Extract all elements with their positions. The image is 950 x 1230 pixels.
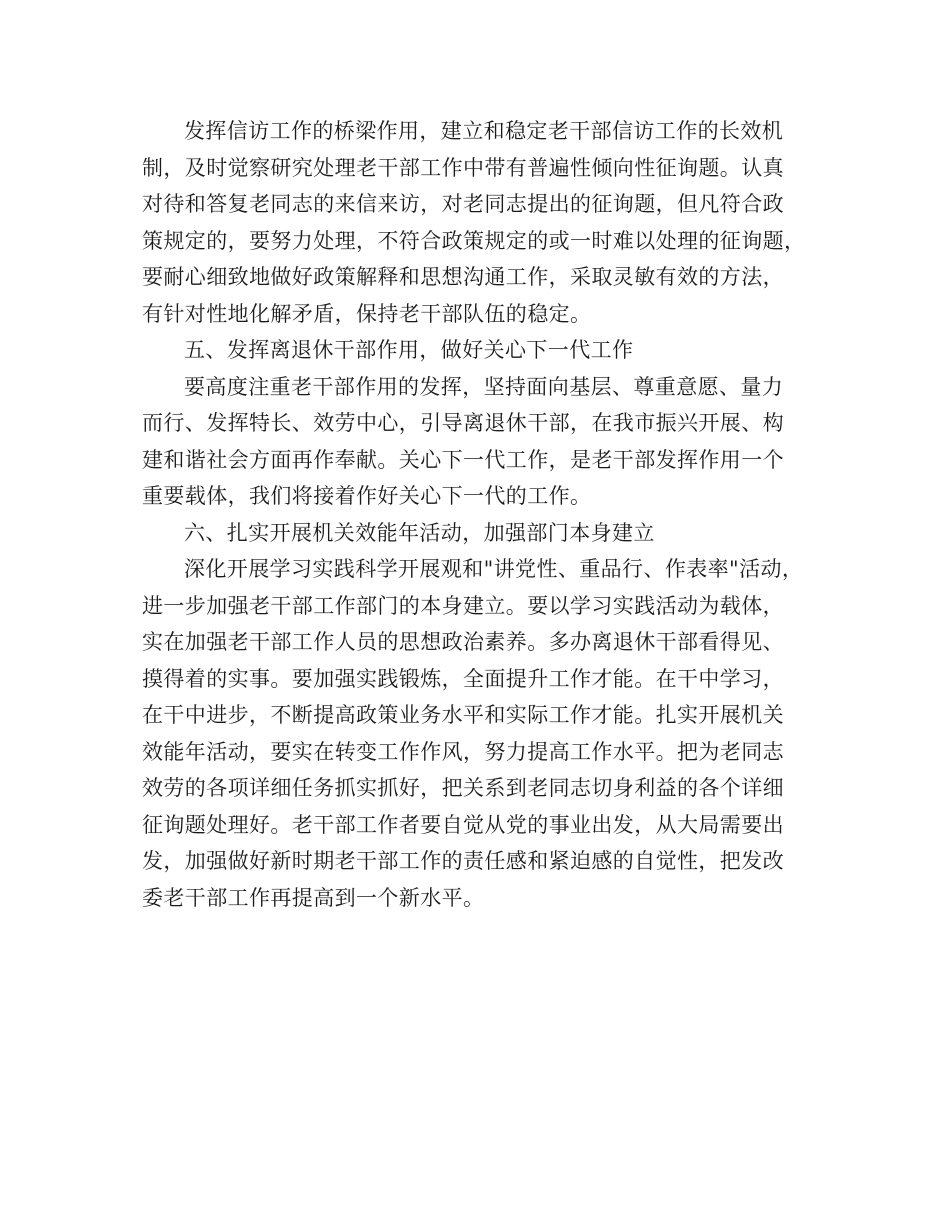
paragraph-line: 征询题处理好。老干部工作者要自觉从党的事业出发，从大局需要出 — [142, 812, 784, 837]
paragraph-line: 制，及时觉察研究处理老干部工作中带有普遍性倾向性征询题。认真 — [142, 155, 784, 180]
paragraph-line: 在干中进步，不断提高政策业务水平和实际工作才能。扎实开展机关 — [142, 703, 784, 727]
paragraph-line: 策规定的，要努力处理，不符合政策规定的或一时难以处理的征询题， — [142, 228, 806, 253]
paragraph-line: 发挥信访工作的桥梁作用，建立和稳定老干部信访工作的长效机 — [184, 119, 784, 143]
paragraph-line: 重要载体，我们将接着作好关心下一代的工作。 — [142, 484, 592, 508]
paragraph-line: 进一步加强老干部工作部门的本身建立。要以学习实践活动为载体， — [142, 593, 784, 618]
paragraph-line: 委老干部工作再提高到一个新水平。 — [142, 885, 485, 910]
paragraph-line: 摸得着的实事。要加强实践锻炼，全面提升工作才能。在干中学习， — [142, 666, 784, 691]
section-heading: 五、发挥离退休干部作用，做好关心下一代工作 — [184, 338, 634, 362]
paragraph-line: 对待和答复老同志的来信来访，对老同志提出的征询题，但凡符合政 — [142, 192, 784, 216]
section-heading: 六、扎实开展机关效能年活动，加强部门本身建立 — [184, 520, 655, 545]
paragraph-line: 要高度注重老干部作用的发挥，坚持面向基层、尊重意愿、量力 — [184, 374, 784, 399]
paragraph-line: 实在加强老干部工作人员的思想政治素养。多办离退休干部看得见、 — [142, 630, 784, 654]
paragraph-line: 而行、发挥特长、效劳中心，引导离退休干部，在我市振兴开展、构 — [142, 411, 784, 435]
document-body — [142, 113, 832, 916]
paragraph-line: 深化开展学习实践科学开展观和"讲党性、重品行、作表率"活动， — [184, 557, 804, 581]
paragraph-line: 效能年活动，要实在转变工作作风，努力提高工作水平。把为老同志 — [142, 739, 784, 764]
paragraph-line: 建和谐社会方面再作奉献。关心下一代工作，是老干部发挥作用一个 — [142, 447, 784, 472]
paragraph-line: 发，加强做好新时期老干部工作的责任感和紧迫感的自觉性，把发改 — [142, 849, 784, 873]
paragraph-line: 效劳的各项详细任务抓实抓好，把关系到老同志切身利益的各个详细 — [142, 776, 784, 800]
paragraph-line: 有针对性地化解矛盾，保持老干部队伍的稳定。 — [142, 301, 592, 326]
paragraph-line: 要耐心细致地做好政策解释和思想沟通工作，采取灵敏有效的方法， — [142, 265, 784, 289]
